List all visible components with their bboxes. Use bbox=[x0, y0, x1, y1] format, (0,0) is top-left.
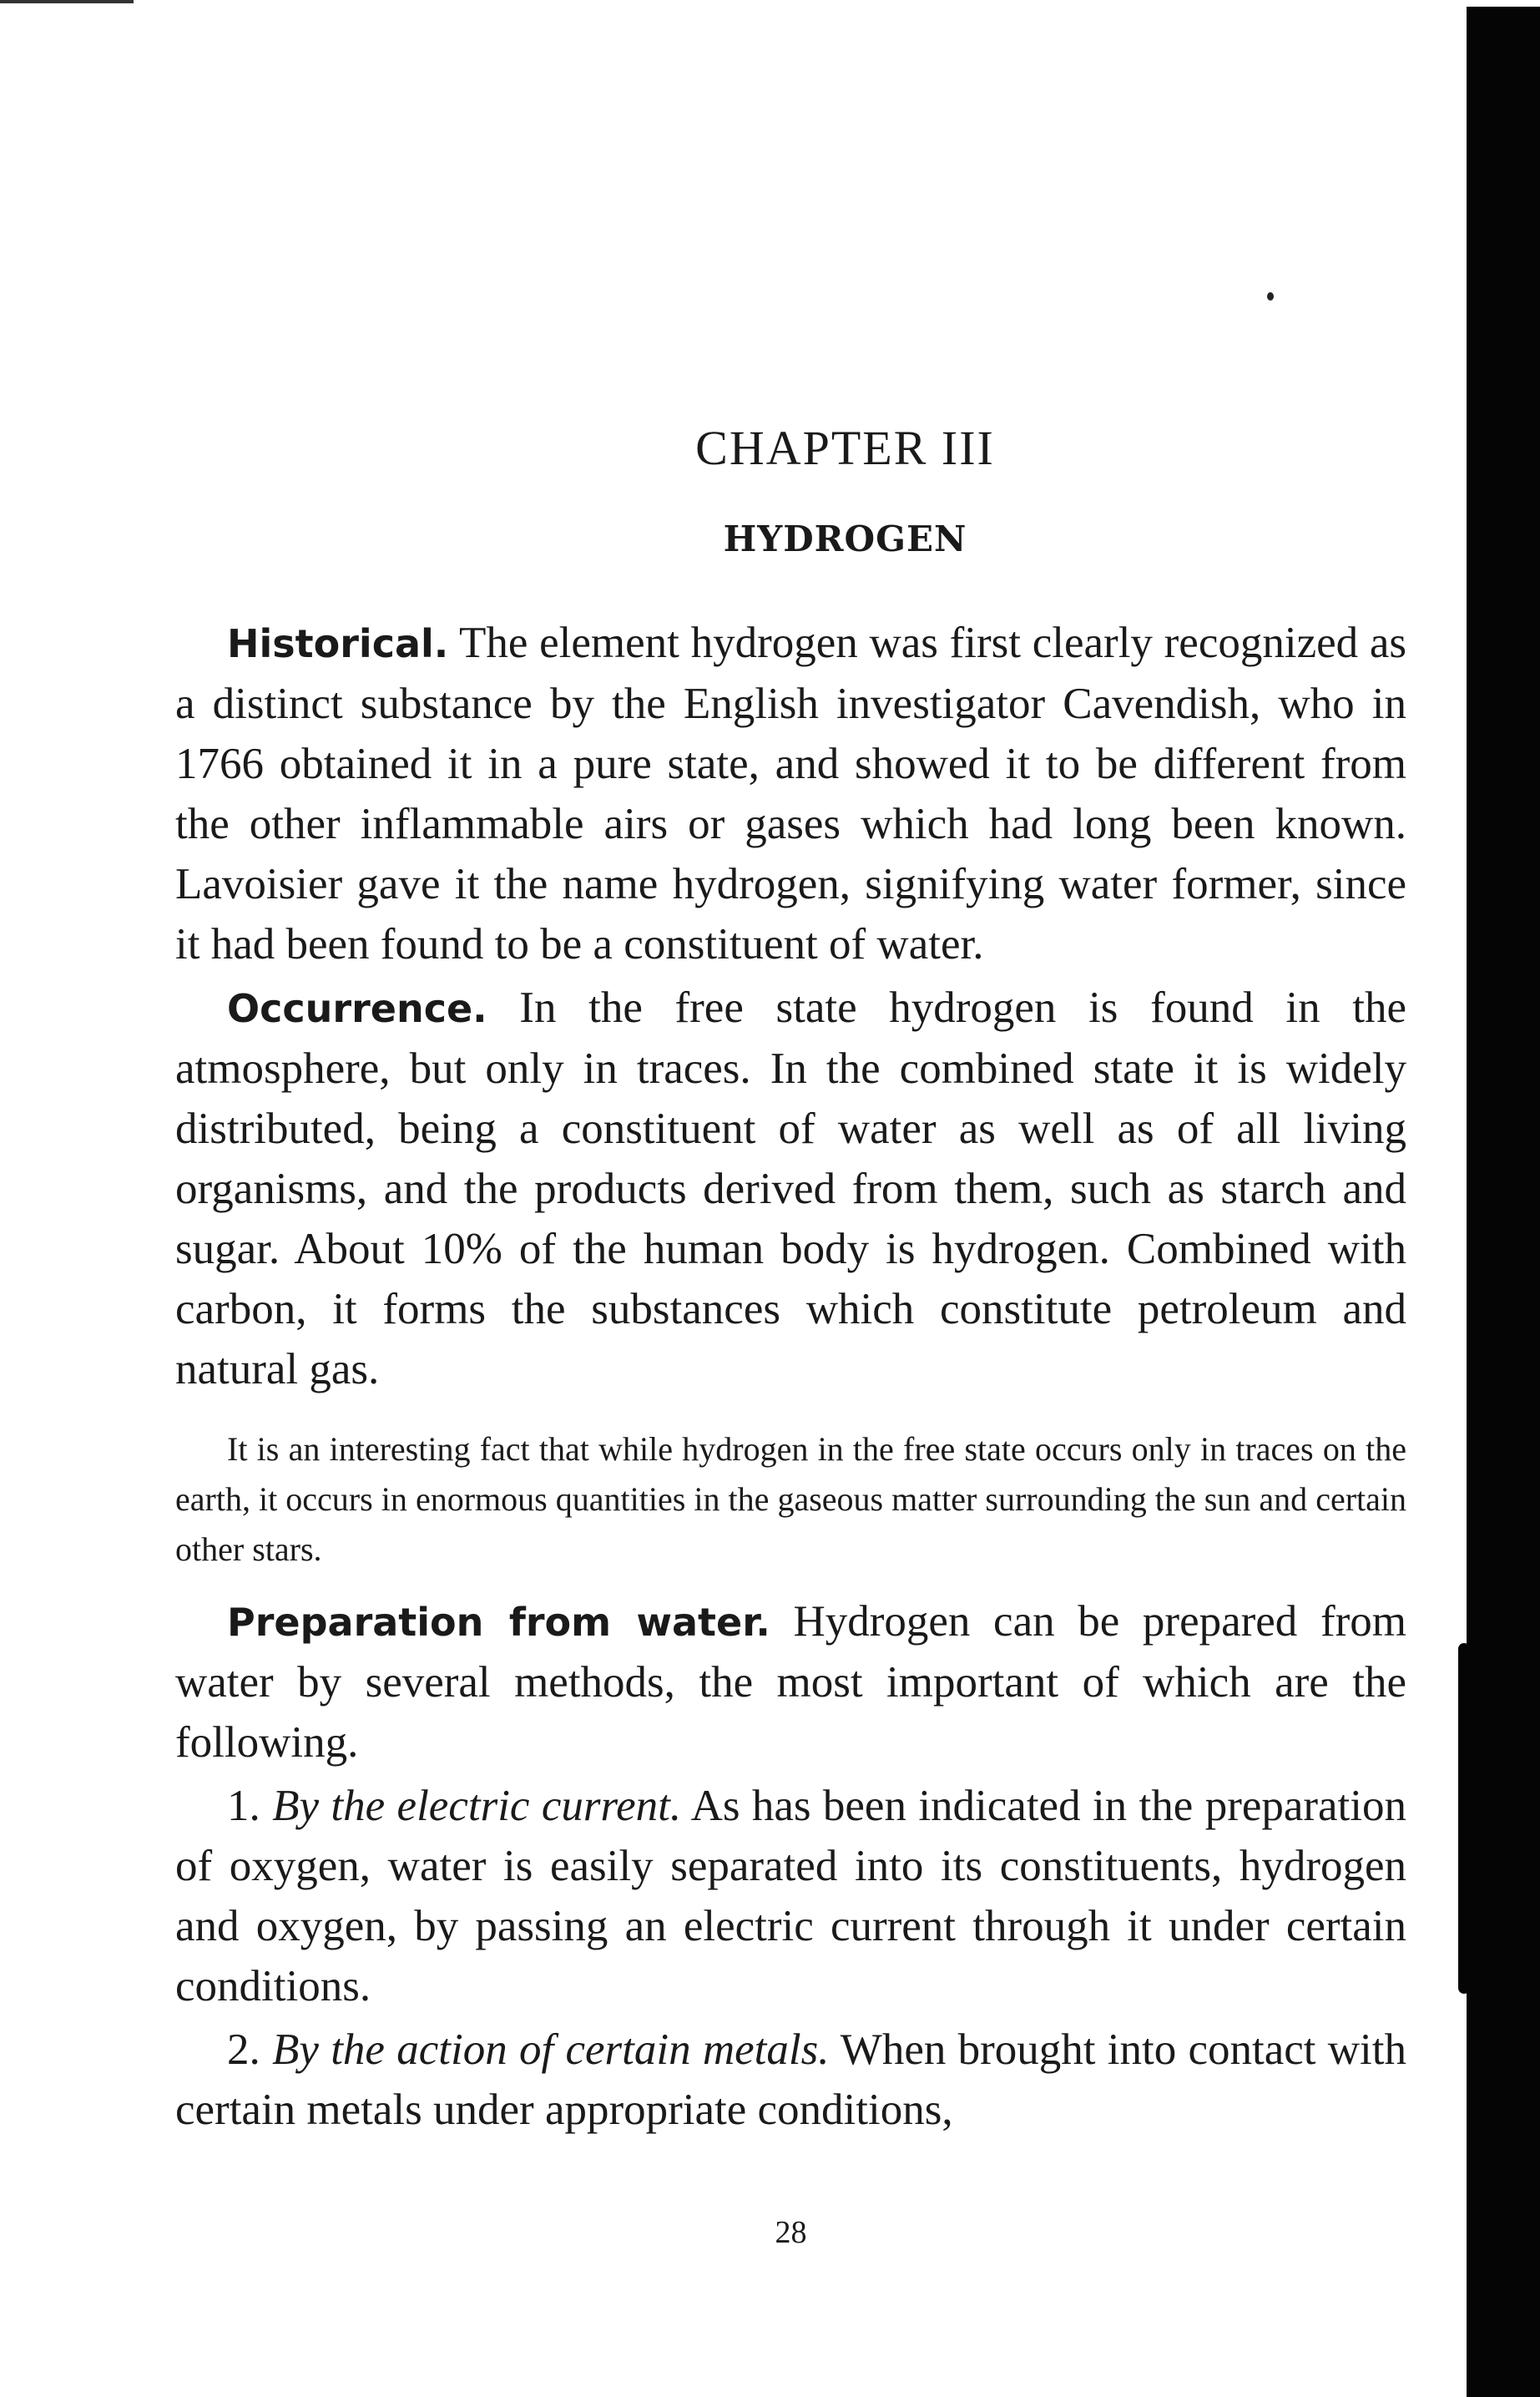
note-paragraph: It is an interesting fact that while hydrogen in the free state occurs only in traces on the earth, it occurs in enormous quantities in the gaseous matter surrounding the sun and certain other stars. bbox=[175, 1430, 1406, 1568]
method-2-text: When brought into contact with certain metals under appropriate conditions, bbox=[175, 2025, 1406, 2134]
page-number: 28 bbox=[775, 2215, 807, 2250]
paragraph-historical bbox=[175, 613, 1406, 974]
method-2-title: By the action of certain metals. bbox=[272, 2025, 830, 2074]
paragraph-method-2 bbox=[175, 2020, 1406, 2140]
paragraph-method-1 bbox=[175, 1776, 1406, 2016]
scan-speck bbox=[1267, 292, 1274, 301]
heading-occurrence: Occurrence. bbox=[227, 986, 487, 1031]
method-1-title: By the electric current. bbox=[272, 1782, 682, 1830]
chapter-title: HYDROGEN bbox=[723, 518, 967, 559]
scan-edge-shadow bbox=[1467, 7, 1540, 2397]
method-1-number: 1. bbox=[227, 1782, 273, 1830]
heading-preparation: Preparation from water. bbox=[227, 1600, 770, 1645]
page-body bbox=[175, 409, 1406, 2140]
paragraph-occurrence bbox=[175, 978, 1406, 1399]
top-rule bbox=[0, 0, 134, 3]
method-2-number: 2. bbox=[227, 2025, 273, 2074]
text-historical: The element hydrogen was first clearly recognized as a distinct substance by the English investigator Cavendish, who in 1766 obtained it in a pure state, and showed it to be different from the other inflammable airs or gases which had long been known. Lavoisier gave it the name hydrogen, signifying water former, since it had been found to be a constituent of water. bbox=[175, 619, 1406, 968]
text-occurrence: In the free state hydrogen is found in the atmosphere, but only in traces. In the combined state it is widely distributed, being a constituent of water as well as of all living organisms, and the products derived from them, such as starch and sugar. About 10% of the human body is hydrogen. Combined with carbon, it forms the substances which constitute petroleum and natural gas. bbox=[175, 984, 1406, 1393]
heading-historical: Historical. bbox=[227, 621, 449, 666]
chapter-number: CHAPTER III bbox=[695, 421, 995, 475]
method-1-text: As has been indicated in the preparation of oxygen, water is easily separated into its constituents, hydrogen and oxygen, by passing an electric current through it under certain conditions. bbox=[175, 1782, 1407, 2010]
text-preparation: Hydrogen can be prepared from water by several methods, the most important of which are the following. bbox=[175, 1597, 1406, 1767]
paragraph-preparation bbox=[175, 1591, 1406, 1772]
